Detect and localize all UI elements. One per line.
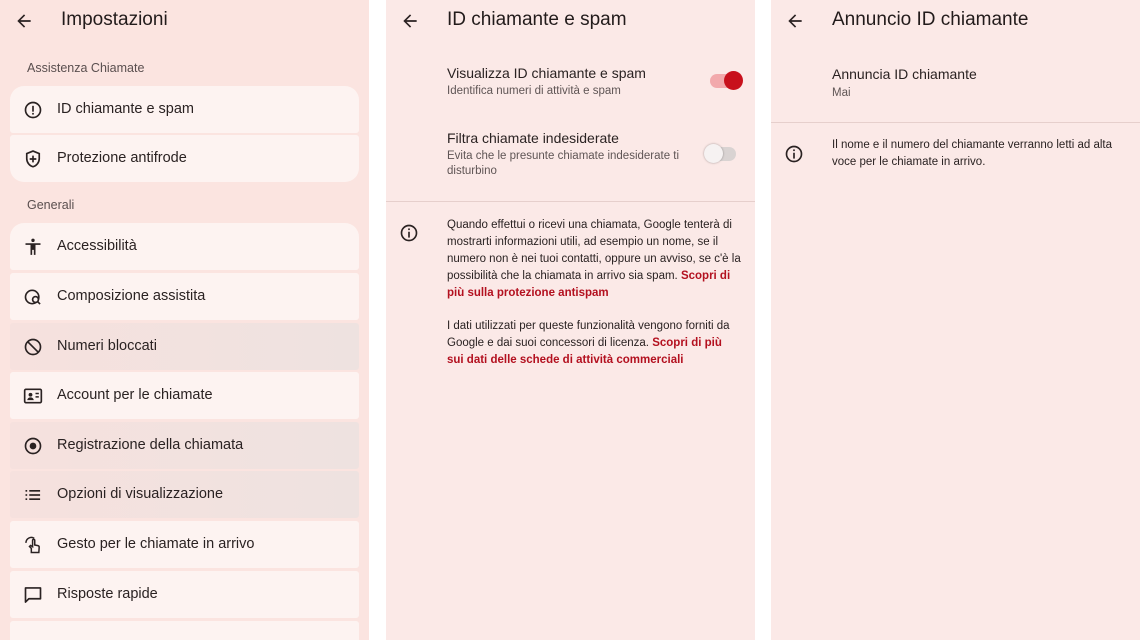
page-title: Annuncio ID chiamante [832,9,1029,30]
info-text: Quando effettui o ricevi una chiamata, Google tenterà di mostrarti informazioni utili, ad esempio un nome, se il numero non è nei tuoi contatti, oppure un avviso, se c'è la possibilità che la chiamata in arrivo sia spam. [447,219,741,282]
toggle-knob [704,144,723,163]
settings-item-label: Protezione antifrode [57,150,187,166]
announce-top-bar [771,0,1140,42]
settings-item-fraud-protection[interactable] [10,135,359,182]
settings-item-label: Composizione assistita [57,288,206,304]
list-icon [23,485,43,505]
announce-info-text: Il nome e il numero del chiamante verranno letti ad alta voce per le chiamate in arrivo. [832,139,1112,168]
section-heading-call-assistance: Assistenza Chiamate [27,61,145,75]
settings-item-calling-accounts[interactable] [10,372,359,419]
page-title: Impostazioni [61,9,168,30]
assisted-dialing-icon [23,287,43,307]
section-heading-general: Generali [27,198,75,212]
back-arrow-icon[interactable] [785,11,805,31]
back-arrow-icon[interactable] [400,11,420,31]
business-data-learn-more-link[interactable]: Scopri di più sui dati delle schede di attività commerciali [447,337,722,366]
divider [386,201,755,202]
page-title: ID chiamante e spam [447,9,627,30]
caller-id-spam-panel [386,0,755,640]
info-outline-icon [23,100,43,120]
settings-item-label: Opzioni di visualizzazione [57,486,224,502]
info-outline-icon [399,223,419,243]
settings-item-label: Numeri bloccati [57,338,157,354]
settings-item-assisted-dialing[interactable] [10,273,359,320]
divider [771,122,1140,123]
filter-spam-toggle[interactable] [706,147,736,161]
toggle-knob [724,71,743,90]
settings-item-partial[interactable] [10,621,359,640]
settings-item-incoming-call-gesture[interactable] [10,521,359,568]
block-icon [23,337,43,357]
settings-item-display-options[interactable] [10,471,359,518]
shield-icon [23,149,43,169]
settings-item-label: Risposte rapide [57,586,158,602]
setting-title: Filtra chiamate indesiderate [447,130,619,146]
back-arrow-icon[interactable] [14,11,34,31]
info-text: I dati utilizzati per queste funzionalità vengono forniti da Google e dai suoi concessori di licenza. [447,320,730,349]
accessibility-icon [23,237,43,257]
caller-id-top-bar [386,0,755,42]
caller-id-announce-panel [771,0,1140,640]
settings-item-label: Gesto per le chiamate in arrivo [57,536,255,552]
settings-item-label: Registrazione della chiamata [57,437,244,453]
caller-id-toggle[interactable] [710,74,740,88]
info-paragraph-2 [447,318,739,369]
message-icon [23,585,43,605]
settings-item-label: Account per le chiamate [57,387,213,403]
settings-item-call-recording[interactable] [10,422,359,469]
setting-value: Mai [832,87,851,99]
settings-top-bar [0,0,369,42]
setting-title: Visualizza ID chiamante e spam [447,65,646,81]
partial-icon [23,635,43,640]
settings-item-blocked-numbers[interactable] [10,323,359,370]
settings-item-quick-responses[interactable] [10,571,359,618]
settings-item-label: Accessibilità [57,238,137,254]
setting-title: Annuncia ID chiamante [832,66,977,82]
antispam-learn-more-link[interactable]: Scopri di più sulla protezione antispam [447,270,731,299]
record-icon [23,436,43,456]
setting-subtitle: Identifica numeri di attività e spam [447,85,621,97]
settings-panel [0,0,369,640]
info-outline-icon [784,144,804,164]
settings-item-label: ID chiamante e spam [57,101,195,117]
settings-item-caller-id-spam[interactable] [10,86,359,133]
contact-card-icon [23,386,43,406]
setting-subtitle: Evita che le presunte chiamate indesiderate ti disturbino [447,150,680,177]
gesture-icon [23,535,43,555]
settings-item-accessibility[interactable] [10,223,359,270]
info-paragraph-1 [447,217,741,302]
